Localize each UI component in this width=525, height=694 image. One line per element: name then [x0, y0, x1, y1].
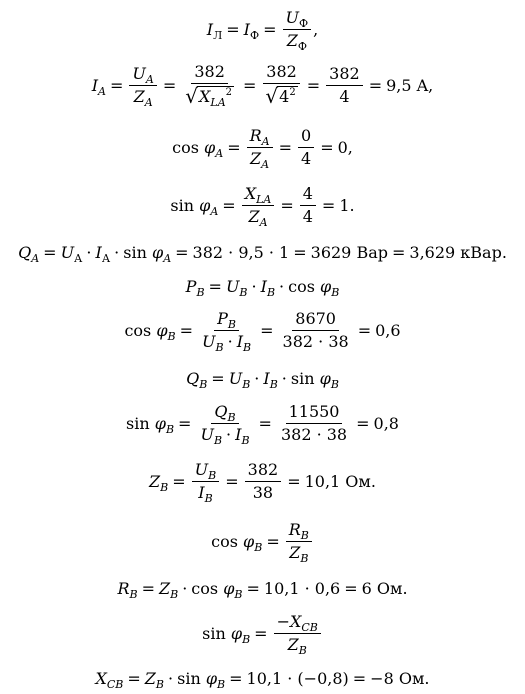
- fraction-ua-za: $\frac{U_A}{Z_A}$: [129, 66, 156, 106]
- equation-line-sin-phi-a: sin $\varphi_A$ = $\frac{X_{LA}}{Z_A}$ = $\frac{4}{4}$ = 1.: [170, 183, 355, 229]
- sqrt-symbol: √ $X_{LA}^2$: [185, 84, 233, 110]
- fraction-382-sqrt-4: 382 √ $4^2$: [262, 64, 300, 107]
- equation-line-cos-phi-b-def: cos $\varphi_B$ = $\frac{R_B}{Z_B}$: [0, 516, 525, 568]
- equation-line-impedance-b: $Z_B$ = $\frac{U_B}{I_B}$ = $\frac{382}{38}$ = 10,1 Ом.: [149, 459, 376, 505]
- fraction-uf-zf: $\frac{U_Ф}{Z_Ф}$: [283, 10, 312, 50]
- equation-line-phase-current: $I_Л$ = $I_Ф$ = $\frac{U_Ф}{Z_Ф}$ ,: [206, 7, 319, 53]
- equation-line-current-a: $I_A$ = $\frac{U_A}{Z_A}$ = 382 √ $X_{LA}^2$ = 382 √ $4^2$ = $\frac{382}{4}$ = 9,5 A,: [91, 62, 434, 110]
- equation-line-active-power-b: $P_B$ = $U_B$ · $I_B$ · cos $\varphi_B$: [185, 277, 340, 299]
- equation-line-reactive-power-a: $Q_A$ = $U_А$ · $I_А$ · sin $\varphi_A$ = 382 · 9,5 · 1 = 3629 Вар = 3,629 кВар.: [18, 243, 507, 265]
- result-ia: 9,5 A,: [386, 76, 434, 95]
- equation-line-sin-phi-b-def: sin $\varphi_B$ = $\frac{-X_{CB}}{Z_B}$: [0, 608, 525, 660]
- var-il: $I_Л$: [206, 20, 223, 42]
- var-if: $I_Ф$: [243, 20, 260, 42]
- equation-line-cos-phi-a: cos $\varphi_A$ = $\frac{R_A}{Z_A}$ = $\frac{0}{4}$ = 0,: [172, 125, 353, 171]
- equation-line-resistance-b: $R_B$ = $Z_B$ · cos $\varphi_B$ = 10,1 · 0,6 = 6 Ом.: [117, 579, 408, 601]
- equation-line-reactance-b: $X_{CB}$ = $Z_B$ · sin $\varphi_B$ = 10,1 · (−0,8) = −8 Ом.: [95, 669, 430, 691]
- fraction-382-4: $\frac{382}{4}$: [326, 66, 363, 106]
- equation-line-cos-phi-b: cos $\varphi_B$ = $\frac{P_B}{U_B \cdot I_B}$ = $\frac{8670}{382 \cdot 38}$ = 0,6: [124, 308, 401, 354]
- equation-line-sin-phi-b: sin $\varphi_B$ = $\frac{Q_B}{U_B \cdot I_B}$ = $\frac{11550}{382 \cdot 38}$ = 0,8: [126, 401, 399, 447]
- equation-line-reactive-power-b: $Q_B$ = $U_B$ · $I_B$ · sin $\varphi_B$: [186, 369, 339, 391]
- fraction-382-sqrt-xla: 382 √ $X_{LA}^2$: [185, 62, 233, 110]
